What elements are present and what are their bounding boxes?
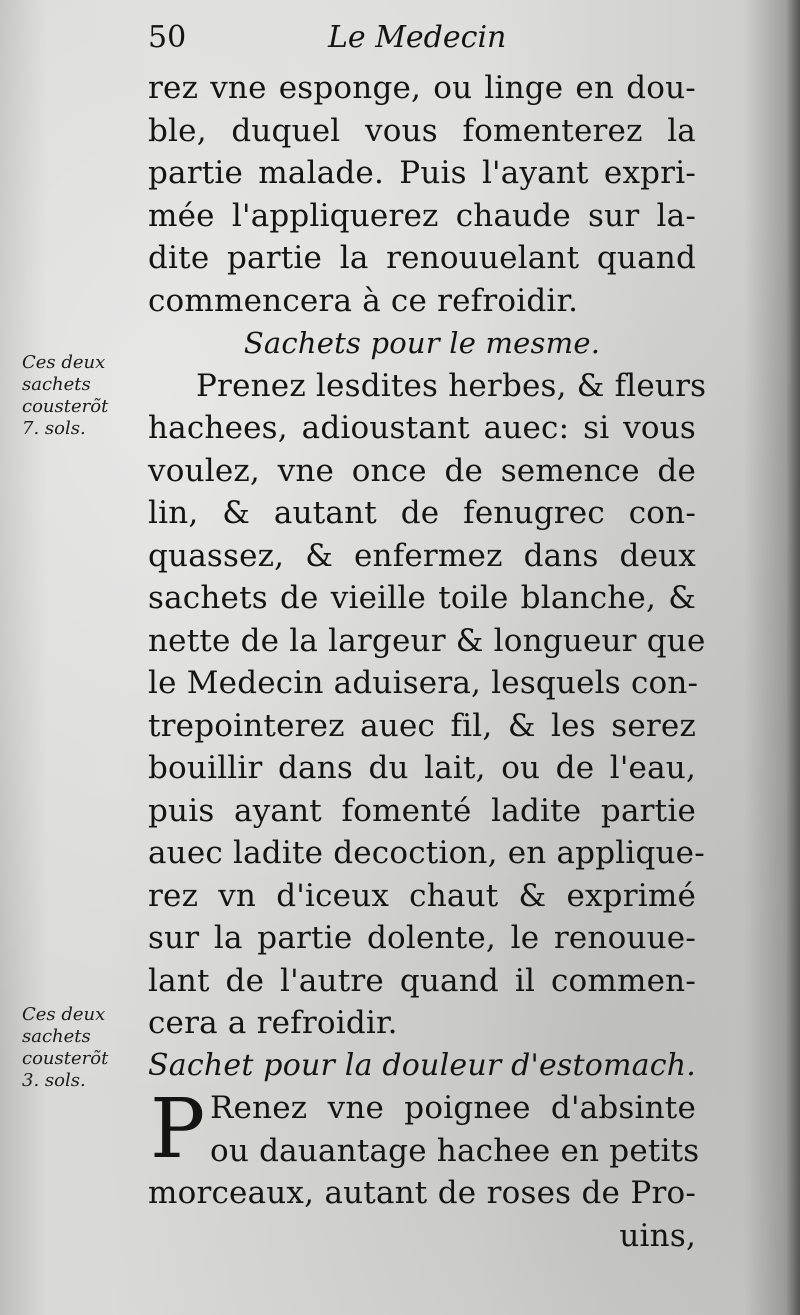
text-line: commencera à ce refroidir. <box>148 282 579 319</box>
section-heading: Sachet pour la douleur d'estomach. <box>148 1047 697 1083</box>
text-line: le Medecin aduisera, lesquels con- <box>148 665 699 701</box>
text-line: dite partie la renouuelant quand <box>148 240 696 276</box>
margin-note-line: 3. sols. <box>22 1070 86 1091</box>
margin-note-line: cousterõt <box>22 1048 109 1069</box>
text-line: cera a refroidir. <box>148 1005 398 1041</box>
page-edge-shadow <box>786 0 800 1315</box>
text-line: Renez vne poignee d'absinte <box>210 1090 696 1126</box>
text-line: sur la partie dolente, le renouue- <box>148 920 696 956</box>
text-line: ou dauantage hachee en petits <box>210 1132 700 1169</box>
margin-note-line: sachets <box>22 374 91 395</box>
text-line: nette de la largeur & longueur que <box>148 622 706 659</box>
section-heading: Sachets pour le mesme. <box>243 326 601 360</box>
margin-note-line: sachets <box>22 1026 91 1047</box>
text-line: rez vn d'iceux chaut & exprimé <box>148 877 696 914</box>
margin-note-line: 7. sols. <box>22 418 86 439</box>
text-line: puis ayant fomenté ladite partie <box>148 792 696 829</box>
margin-note-1 <box>22 352 142 440</box>
text-line: Prenez lesdites herbes, & fleurs <box>196 367 707 404</box>
text-line: sachets de vieille toile blanche, & <box>148 580 696 616</box>
text-line: uins, <box>619 1217 696 1254</box>
drop-cap: P <box>150 1082 206 1177</box>
paragraph-1 <box>148 67 696 322</box>
text-line: ble, duquel vous fomenterez la <box>148 112 696 149</box>
text-line: trepointerez auec fil, & les serez <box>148 707 696 744</box>
page-number: 50 <box>148 20 187 55</box>
body-text <box>148 67 707 1257</box>
text-line: auec ladite decoction, en applique- <box>148 835 705 871</box>
margin-note-line: Ces deux <box>22 1004 106 1025</box>
paragraph-3 <box>148 1082 700 1177</box>
running-head: Le Medecin <box>328 20 507 55</box>
margin-note-line: Ces deux <box>22 352 106 373</box>
text-line: rez vne esponge, ou linge en dou- <box>148 70 696 106</box>
margin-note-line: cousterõt <box>22 396 109 417</box>
text-line: bouillir dans du lait, ou de l'eau, <box>148 750 696 786</box>
text-line: quassez, & enfermez dans deux <box>148 537 696 574</box>
text-line: voulez, vne once de semence de <box>148 452 696 489</box>
text-line: mée l'appliquerez chaude sur la- <box>148 197 696 234</box>
margin-note-2 <box>22 1004 142 1092</box>
text-line: morceaux, autant de roses de Pro- <box>148 1175 696 1211</box>
text-line: hachees, adioustant auec: si vous <box>148 410 696 446</box>
text-line: lin, & autant de fenugrec con- <box>148 495 696 531</box>
text-line: partie malade. Puis l'ayant expri- <box>148 155 696 191</box>
paragraph-2 <box>148 365 707 1045</box>
text-line: lant de l'autre quand il commen- <box>148 962 696 999</box>
page-header <box>148 20 548 68</box>
